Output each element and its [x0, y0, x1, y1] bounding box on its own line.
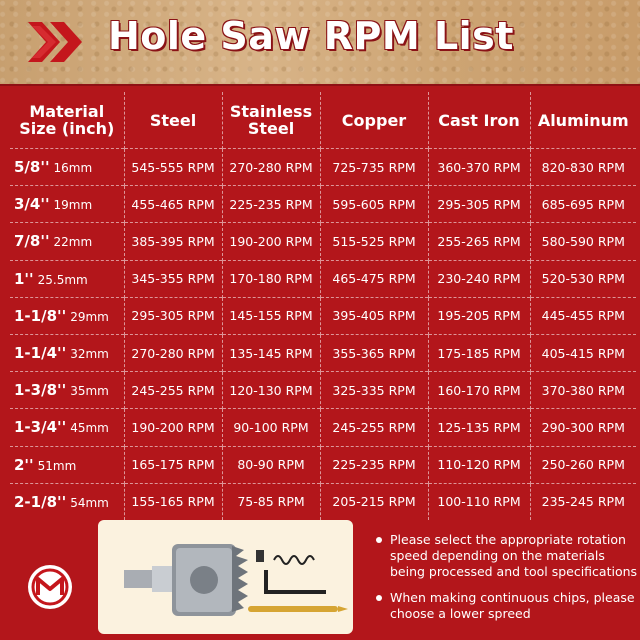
copper-cell: 395-405 RPM [320, 297, 428, 334]
aluminum-cell: 250-260 RPM [530, 446, 636, 483]
steel-cell: 345-355 RPM [124, 260, 222, 297]
table-row [10, 409, 636, 446]
cast-iron-cell: 175-185 RPM [428, 334, 530, 371]
copper-cell: 205-215 RPM [320, 483, 428, 520]
aluminum-cell: 820-830 RPM [530, 149, 636, 186]
table-row [10, 149, 636, 186]
stainless-cell: 120-130 RPM [222, 372, 320, 409]
aluminum-cell: 370-380 RPM [530, 372, 636, 409]
table-row [10, 446, 636, 483]
table-header-row [10, 92, 636, 149]
stainless-cell: 170-180 RPM [222, 260, 320, 297]
copper-cell: 725-735 RPM [320, 149, 428, 186]
stainless-cell: 90-100 RPM [222, 409, 320, 446]
footer-section [0, 510, 640, 640]
cast-iron-cell: 125-135 RPM [428, 409, 530, 446]
stainless-cell: 270-280 RPM [222, 149, 320, 186]
aluminum-cell: 445-455 RPM [530, 297, 636, 334]
aluminum-cell: 685-695 RPM [530, 186, 636, 223]
size-cell: 2'' 51mm [10, 446, 124, 483]
copper-cell: 465-475 RPM [320, 260, 428, 297]
aluminum-cell: 290-300 RPM [530, 409, 636, 446]
page-title: Hole Saw RPM List [108, 14, 514, 58]
size-cell: 3/4'' 19mm [10, 186, 124, 223]
cast-iron-cell: 160-170 RPM [428, 372, 530, 409]
size-cell: 1-1/4'' 32mm [10, 334, 124, 371]
cast-iron-cell: 110-120 RPM [428, 446, 530, 483]
size-cell: 5/8'' 16mm [10, 149, 124, 186]
rpm-table [10, 92, 636, 520]
steel-cell: 190-200 RPM [124, 409, 222, 446]
size-cell: 2-1/8'' 54mm [10, 483, 124, 520]
copper-cell: 355-365 RPM [320, 334, 428, 371]
size-cell: 1-1/8'' 29mm [10, 297, 124, 334]
header-banner [0, 0, 640, 86]
hole-saw-product-icon [98, 520, 353, 634]
table-row [10, 372, 636, 409]
steel-cell: 245-255 RPM [124, 372, 222, 409]
steel-cell: 455-465 RPM [124, 186, 222, 223]
rpm-table-container [10, 92, 636, 520]
table-row [10, 186, 636, 223]
copper-cell: 515-525 RPM [320, 223, 428, 260]
table-row [10, 223, 636, 260]
copper-cell: 595-605 RPM [320, 186, 428, 223]
table-row [10, 260, 636, 297]
size-cell: 7/8'' 22mm [10, 223, 124, 260]
cast-iron-cell: 360-370 RPM [428, 149, 530, 186]
cast-iron-cell: 100-110 RPM [428, 483, 530, 520]
stainless-cell: 75-85 RPM [222, 483, 320, 520]
notes-list [376, 532, 638, 632]
stainless-cell: 190-200 RPM [222, 223, 320, 260]
header-copper: Copper [320, 92, 428, 149]
cast-iron-cell: 195-205 RPM [428, 297, 530, 334]
steel-cell: 165-175 RPM [124, 446, 222, 483]
header-stainless-steel: Stainless Steel [222, 92, 320, 149]
copper-cell: 325-335 RPM [320, 372, 428, 409]
steel-cell: 270-280 RPM [124, 334, 222, 371]
aluminum-cell: 405-415 RPM [530, 334, 636, 371]
size-cell: 1-3/8'' 35mm [10, 372, 124, 409]
copper-cell: 225-235 RPM [320, 446, 428, 483]
aluminum-cell: 235-245 RPM [530, 483, 636, 520]
aluminum-cell: 580-590 RPM [530, 223, 636, 260]
stainless-cell: 145-155 RPM [222, 297, 320, 334]
note-item: When making continuous chips, please choose a lower spreed [376, 590, 638, 622]
steel-cell: 385-395 RPM [124, 223, 222, 260]
cast-iron-cell: 295-305 RPM [428, 186, 530, 223]
cast-iron-cell: 255-265 RPM [428, 223, 530, 260]
copper-cell: 245-255 RPM [320, 409, 428, 446]
note-item: Please select the appropriate rotation speed depending on the materials being processed and tool specifications [376, 532, 638, 580]
aluminum-cell: 520-530 RPM [530, 260, 636, 297]
steel-cell: 545-555 RPM [124, 149, 222, 186]
product-image [98, 520, 353, 634]
size-cell: 1'' 25.5mm [10, 260, 124, 297]
header-material-size: Material Size (inch) [19, 102, 115, 138]
table-row [10, 297, 636, 334]
table-row [10, 334, 636, 371]
header-cast-iron: Cast Iron [428, 92, 530, 149]
steel-cell: 295-305 RPM [124, 297, 222, 334]
stainless-cell: 225-235 RPM [222, 186, 320, 223]
size-cell: 1-3/4'' 45mm [10, 409, 124, 446]
brand-logo-icon [28, 565, 72, 609]
steel-cell: 155-165 RPM [124, 483, 222, 520]
header-aluminum: Aluminum [530, 92, 636, 149]
cast-iron-cell: 230-240 RPM [428, 260, 530, 297]
stainless-cell: 80-90 RPM [222, 446, 320, 483]
stainless-cell: 135-145 RPM [222, 334, 320, 371]
double-chevron-icon [28, 22, 94, 62]
header-steel: Steel [124, 92, 222, 149]
